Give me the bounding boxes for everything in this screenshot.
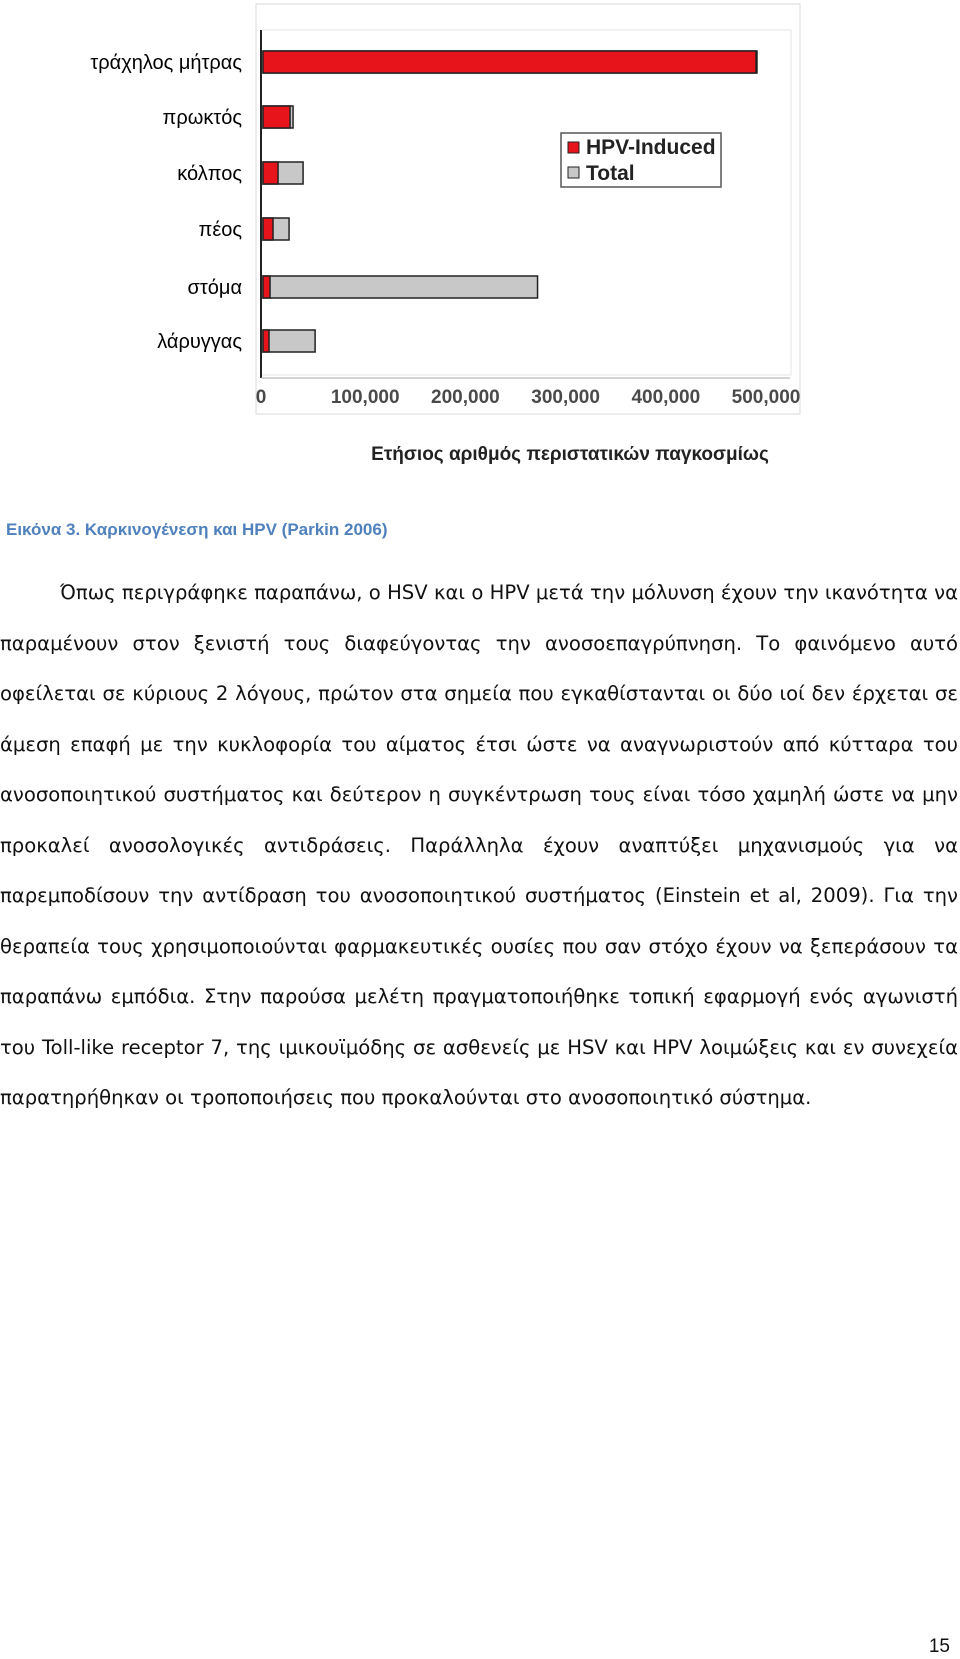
- x-tick-label: 500,000: [731, 387, 801, 408]
- legend-label-total: Total: [586, 162, 635, 185]
- category-label: κόλπος: [177, 163, 242, 185]
- page-number: 15: [928, 1636, 950, 1657]
- bar-hpv-induced: [263, 330, 269, 352]
- bar-hpv-induced: [263, 276, 270, 298]
- chart-svg: [0, 0, 960, 440]
- x-tick-label: 100,000: [330, 387, 400, 408]
- category-label: πρωκτός: [162, 107, 242, 129]
- x-tick-label: 0: [255, 387, 267, 408]
- category-label: λάρυγγας: [157, 331, 242, 353]
- x-tick-label: 300,000: [531, 387, 600, 408]
- body-paragraph: Όπως περιγράφηκε παραπάνω, ο HSV και ο HPV μετά την μόλυνση έχουν την ικανότητα να παραμένουν στον ξενιστή τους διαφεύγοντας την ανοσοεπαγρύπνηση. Το φαινόμενο αυτό οφείλεται σε κύριους 2 λόγους, πρώτον στα σημεία που εγκαθίστανται οι δύο ιοί δεν έρχεται σε άμεση επαφή με την κυκλοφορία του αίματος έτσι ώστε να αναγνωριστούν από κύτταρα του ανοσοποιητικού συστήματος και δεύτερον η συγκέντρωση τους είναι τόσο χαμηλή ώστε να μην προκαλεί ανοσολογικές αντιδράσεις. Παράλληλα έχουν αναπτύξει μηχανισμούς για να παρεμποδίσουν την αντίδραση του ανοσοποιητικού συστήματος (Einstein et al, 2009). Για την θεραπεία τους χρησιμοποιούνται φαρμακευτικές ουσίες που σαν στόχο έχουν να ξεπεράσουν τα παραπάνω εμπόδια. Στην παρούσα μελέτη πραγματοποιήθηκε τοπική εφαρμογή ενός αγωνιστή του Toll-like receptor 7, της ιμικουϊμόδης σε ασθενείς με HSV και HPV λοιμώξεις και εν συνεχεία παρατηρήθηκαν οι τροποποιήσεις που προκαλούνται στο ανοσοποιητικό σύστημα.: [0, 581, 958, 1109]
- bar-total: [263, 330, 315, 352]
- x-tick-label: 200,000: [431, 387, 500, 408]
- bar-hpv-induced: [263, 162, 278, 184]
- bar-chart: [0, 0, 960, 480]
- legend-label-hpv: HPV-Induced: [586, 136, 716, 159]
- figure-caption: Εικόνα 3. Καρκινογένεση και HPV (Parkin 2006): [6, 520, 388, 539]
- bar-hpv-induced: [263, 51, 756, 73]
- x-axis-title: Ετήσιος αριθμός περιστατικών παγκοσμίως: [371, 444, 769, 465]
- legend-swatch-hpv: [568, 142, 579, 153]
- category-label: στόμα: [187, 277, 242, 299]
- bar-hpv-induced: [263, 218, 273, 240]
- legend-swatch-total: [568, 167, 579, 178]
- bar-total: [263, 276, 538, 298]
- category-label: πέος: [198, 219, 242, 241]
- bar-hpv-induced: [263, 106, 290, 128]
- category-label: τράχηλος μήτρας: [90, 52, 242, 74]
- plot-area: [261, 30, 791, 375]
- x-tick-label: 400,000: [631, 387, 701, 408]
